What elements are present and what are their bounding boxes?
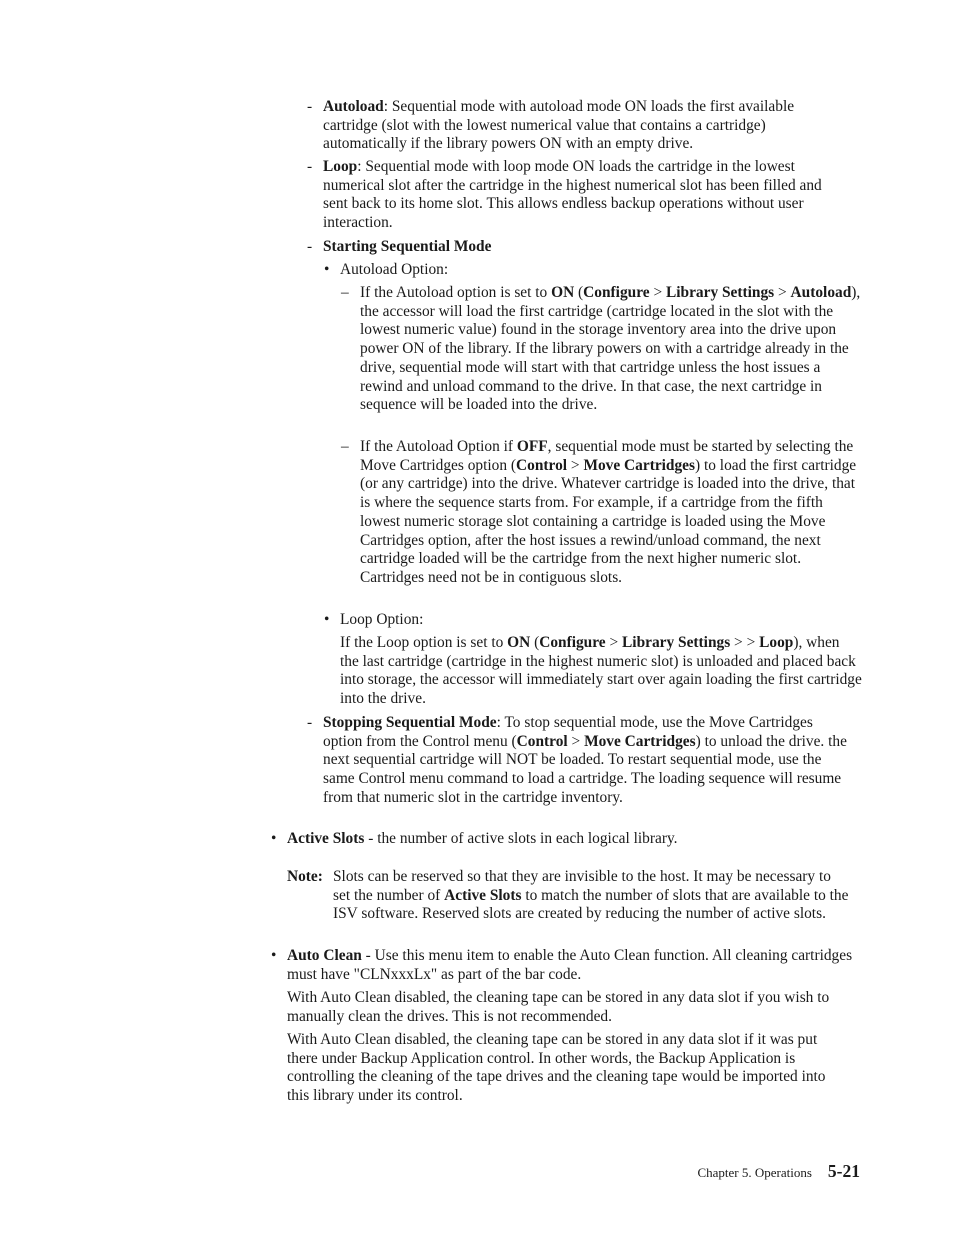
list-marker-bullet: •: [271, 830, 277, 847]
footer-chapter: Chapter 5. Operations: [697, 1165, 812, 1180]
autoload-text: : Sequential mode with autoload mode ON loads the first available cartridge (slot with the lowest numerical value that contains a cartridge) automatically if the library powers ON with an empty drive.: [323, 98, 795, 153]
list-marker-dash: -: [307, 714, 313, 731]
stopping-term: Stopping Sequential Mode: [323, 714, 497, 731]
auto-clean-paragraph-2: With Auto Clean disabled, the cleaning tape can be stored in any data slot if it was put there under Backup Application control. In other words, the Backup Application is controlling the cleaning of the tape drives and the cleaning tape would be imported into this library under its control.: [287, 1031, 826, 1105]
list-marker-dash: -: [307, 98, 313, 115]
page-footer: [685, 1161, 860, 1182]
auto-clean-item: Auto Clean - Use this menu item to enable the Auto Clean function. All cleaning cartridges must have "CLNxxxLx" as part of the bar code.: [287, 947, 853, 983]
loop-item: [323, 158, 848, 233]
auto-clean-paragraph-1: With Auto Clean disabled, the cleaning tape can be stored in any data slot if you wish to manually clean the drives. This is not recommended.: [287, 989, 830, 1025]
footer-page-number: 5-21: [827, 1161, 860, 1181]
loop-term: Loop: [323, 158, 358, 175]
stopping-item: Stopping Sequential Mode: To stop sequential mode, use the Move Cartridges option from the Control menu (Control > Move Cartridges) to unload the drive. the next sequential cartridge will NOT be loaded. To restart sequential mode, use the same Control menu command to load a cartridge. The loading sequence will resume from that numeric slot in the cartridge inventory.: [323, 714, 847, 806]
list-marker-endash: –: [341, 284, 349, 301]
loop-option-text: If the Loop option is set to ON (Configure > Library Settings > > Loop), when the last cartridge (cartridge in the highest numeric slot) is unloaded and placed back into storage, the accessor will immediately start over again loading the first cartridge into the drive.: [340, 634, 862, 708]
active-slots-term: Active Slots: [287, 830, 365, 847]
list-marker-dash: -: [307, 158, 313, 175]
loop-option-label: Loop Option:: [340, 611, 424, 628]
list-marker-dash: -: [307, 238, 313, 255]
list-marker-endash: –: [341, 438, 349, 455]
starting-heading: [323, 238, 848, 257]
note-label: Note:: [287, 868, 323, 885]
active-slots-item: Active Slots - the number of active slots in each logical library.: [287, 830, 678, 847]
autoload-item: [323, 98, 848, 154]
list-marker-bullet: •: [271, 947, 277, 964]
list-marker-bullet: •: [324, 611, 330, 628]
auto-clean-term: Auto Clean: [287, 947, 362, 964]
autoload-term: Autoload: [323, 98, 384, 115]
starting-term: Starting Sequential Mode: [323, 238, 492, 255]
autoload-on-item: If the Autoload option is set to ON (Configure > Library Settings > Autoload), the accessor will load the first cartridge (cartridge located in the slot with the lowest numeric value) found in the storage inventory area into the drive upon power ON of the library. If the library powers on with a cartridge already in the drive, sequential mode will start with that cartridge unless the host issues a rewind and unload command to the drive. In that case, the next cartridge in sequence will be loaded into the drive.: [360, 284, 861, 414]
autoload-off-item: If the Autoload Option if OFF, sequential mode must be started by selecting the Move Cartridges option (Control > Move Cartridges) to load the first cartridge (or any cartridge) into the drive. Whatever cartridge is loaded into the drive, that is where the sequence starts from. For example, if a cartridge from the fifth lowest numeric storage slot containing a cartridge is loaded using the Move Cartridges option, after the host issues a rewind/unload command, the next cartridge loaded will be the cartridge from the next higher numeric slot. Cartridges need not be in contiguous slots.: [360, 438, 857, 586]
autoload-option-label: Autoload Option:: [340, 261, 449, 278]
list-marker-bullet: •: [324, 261, 330, 278]
loop-text: : Sequential mode with loop mode ON loads the cartridge in the lowest numerical slot after the cartridge in the highest numerical slot has been filled and sent back to its home slot. This allows endless backup operations without user interaction.: [323, 158, 822, 232]
note-text: Slots can be reserved so that they are invisible to the host. It may be necessary to set the number of Active Slots to match the number of slots that are available to the ISV software. Reserved slots are created by reducing the number of active slots.: [333, 868, 849, 923]
